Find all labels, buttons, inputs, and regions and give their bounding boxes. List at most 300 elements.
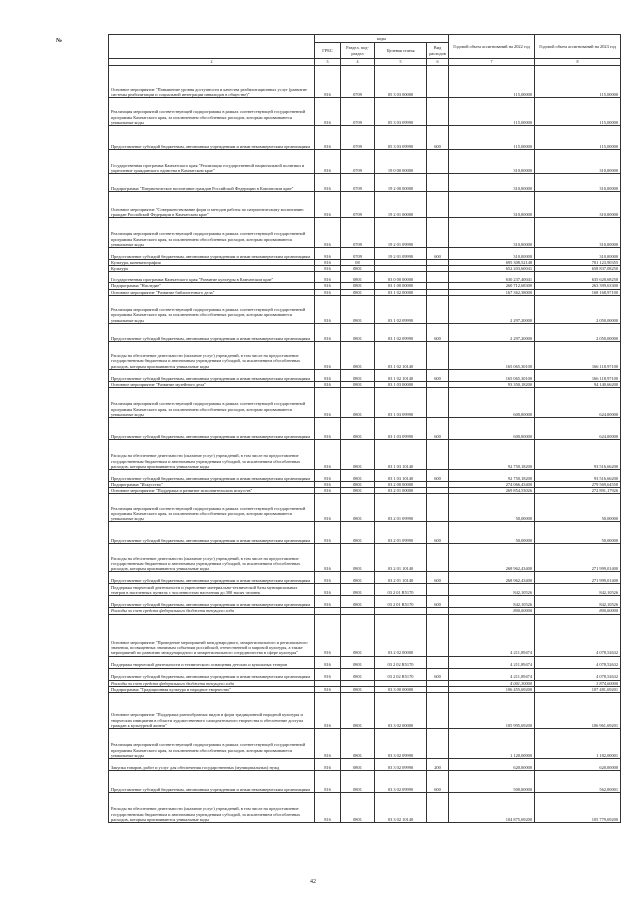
cell-expense-type — [427, 584, 449, 596]
cell-name: Основное мероприятие "Поддержка и развитие исполнительских искусств" — [109, 488, 315, 494]
cell-grbs: 816 — [315, 266, 341, 272]
cell-rzpr: 0801 — [341, 341, 375, 369]
cell-target-article: 03 1 02 10140 — [375, 341, 427, 369]
cell-amount-2023: 4 078,52632 — [535, 656, 621, 668]
cell-expense-type: 600 — [427, 522, 449, 544]
cell-grbs: 816 — [315, 693, 341, 729]
cell-expense-type — [427, 341, 449, 369]
table-row — [109, 150, 621, 174]
cell-amount-2022: 600,00000 — [449, 388, 535, 418]
cell-grbs: 816 — [315, 289, 341, 295]
cell-target-article: 03 3 02 09990 — [375, 771, 427, 793]
table-row — [109, 596, 621, 608]
cell-amount-2022: 652 203,60041 — [449, 266, 535, 272]
cell-amount-2023: 310,00000 — [535, 218, 621, 248]
cell-grbs: 816 — [315, 522, 341, 544]
cell-target-article: 03 2 01 R5170 — [375, 584, 427, 596]
table-row — [109, 470, 621, 482]
cell-grbs: 816 — [315, 295, 341, 323]
cell-amount-2023: 624,00000 — [535, 388, 621, 418]
cell-amount-2023: 3 874,60000 — [535, 680, 621, 686]
cell-rzpr: 0801 — [341, 544, 375, 572]
cell-amount-2023: 635 620,68250 — [535, 272, 621, 283]
cell-name: Расходы за счет средств федерального бюджета текущего года — [109, 680, 315, 686]
cell-grbs: 816 — [315, 584, 341, 596]
colnum-8: 8 — [535, 59, 621, 66]
cell-name: Основное мероприятие "Развитие музейного дела" — [109, 381, 315, 387]
cell-amount-2022: 269 854,53026 — [449, 488, 535, 494]
cell-name: Основное мероприятие "Развитие библиотечного дела" — [109, 289, 315, 295]
cell-target-article: 03 3 02 10140 — [375, 793, 427, 823]
cell-expense-type — [427, 440, 449, 470]
cell-grbs: 816 — [315, 544, 341, 572]
table-row — [109, 793, 621, 823]
cell-rzpr: 0709 — [341, 218, 375, 248]
table-row — [109, 174, 621, 192]
cell-rzpr: 08 — [341, 260, 375, 266]
cell-amount-2022: 4 211,89474 — [449, 668, 535, 680]
cell-name: Основное мероприятие "Проведение мероприятий международного, межрегионального и регионального значения, посвященных значимым событиям российской, отечественной и мировой культуры, а также мероприятий по развитию международного и межрегионального сотрудничества в сфере культуры" — [109, 614, 315, 656]
cell-amount-2022: 115,00000 — [449, 66, 535, 98]
cell-amount-2023: 701 123,90355 — [535, 260, 621, 266]
cell-amount-2023: 310,00000 — [535, 248, 621, 260]
cell-amount-2022: 104 875,69200 — [449, 793, 535, 823]
cell-amount-2022: 50,00000 — [449, 494, 535, 522]
cell-target-article: 19 0 00 00000 — [375, 150, 427, 174]
cell-expense-type — [427, 150, 449, 174]
cell-grbs: 816 — [315, 729, 341, 759]
cell-name: Предоставление субсидий бюджетным, автономным учреждениям и иным некоммерческим организациям — [109, 418, 315, 440]
cell-grbs: 816 — [315, 494, 341, 522]
cell-grbs: 816 — [315, 260, 341, 266]
cell-amount-2022: 115,00000 — [449, 98, 535, 126]
page-number: 42 — [310, 879, 316, 885]
cell-target-article: 03 1 03 10140 — [375, 440, 427, 470]
cell-rzpr: 0801 — [341, 494, 375, 522]
cell-expense-type — [427, 192, 449, 218]
header-name: Наименование — [109, 35, 315, 59]
cell-name: Предоставление субсидий бюджетным, автономным учреждениям и иным некоммерческим организациям — [109, 771, 315, 793]
table-row — [109, 248, 621, 260]
cell-target-article: 03 3 02 00000 — [375, 693, 427, 729]
cell-rzpr: 0801 — [341, 488, 375, 494]
cell-rzpr: 0801 — [341, 793, 375, 823]
header-2023: Годовой объем ассигнований на 2023 год — [535, 35, 621, 59]
cell-target-article: 03 1 02 09990 — [375, 295, 427, 323]
cell-amount-2023: 168 168,97100 — [535, 289, 621, 295]
table-row — [109, 126, 621, 150]
cell-target-article: 03 2 01 10140 — [375, 572, 427, 584]
cell-expense-type — [427, 494, 449, 522]
cell-amount-2022: 310,00000 — [449, 218, 535, 248]
cell-amount-2022: 268 962,43400 — [449, 544, 535, 572]
cell-amount-2022: 93 350,18200 — [449, 381, 535, 387]
table-row — [109, 369, 621, 381]
cell-rzpr: 0709 — [341, 66, 375, 98]
cell-amount-2023: 272 891,17926 — [535, 488, 621, 494]
cell-target-article: 03 0 00 00000 — [375, 272, 427, 283]
cell-expense-type: 600 — [427, 596, 449, 608]
cell-amount-2023: 842,10526 — [535, 596, 621, 608]
cell-name: Культура — [109, 266, 315, 272]
colnum-6: 6 — [427, 59, 449, 66]
cell-amount-2023: 93 516,66200 — [535, 440, 621, 470]
cell-amount-2022: 260 712,68300 — [449, 283, 535, 289]
cell-rzpr: 0801 — [341, 596, 375, 608]
cell-amount-2023: 4 078,52632 — [535, 614, 621, 656]
cell-amount-2023: 263 399,63300 — [535, 283, 621, 289]
table-row — [109, 494, 621, 522]
cell-target-article: 03 2 02 00000 — [375, 614, 427, 656]
cell-amount-2023: 271 999,01400 — [535, 544, 621, 572]
cell-target-article: 05 3 03 00000 — [375, 66, 427, 98]
cell-target-article: 03 2 01 10140 — [375, 544, 427, 572]
cell-amount-2023: 310,00000 — [535, 174, 621, 192]
cell-grbs: 816 — [315, 388, 341, 418]
cell-target-article: 03 2 02 R5170 — [375, 668, 427, 680]
cell-grbs: 816 — [315, 656, 341, 668]
cell-amount-2023: 50,00000 — [535, 522, 621, 544]
cell-amount-2022: 4 211,89474 — [449, 614, 535, 656]
cell-amount-2022: 695 308,52148 — [449, 260, 535, 266]
cell-amount-2022: 842,10526 — [449, 596, 535, 608]
cell-grbs: 816 — [315, 381, 341, 387]
cell-amount-2022: 4 001,30000 — [449, 680, 535, 686]
cell-grbs: 816 — [315, 369, 341, 381]
cell-expense-type: 600 — [427, 248, 449, 260]
cell-rzpr: 0801 — [341, 584, 375, 596]
colnum-4: 4 — [341, 59, 375, 66]
cell-expense-type — [427, 272, 449, 283]
cell-grbs: 816 — [315, 192, 341, 218]
cell-grbs: 816 — [315, 248, 341, 260]
table-row — [109, 729, 621, 759]
cell-name: Предоставление субсидий бюджетным, автономным учреждениям и иным некоммерческим организациям — [109, 470, 315, 482]
cell-expense-type — [427, 295, 449, 323]
cell-grbs: 816 — [315, 150, 341, 174]
cell-amount-2023: 624,00000 — [535, 418, 621, 440]
cell-rzpr: 0801 — [341, 323, 375, 341]
cell-name: Основное мероприятие "Совершенствование форм и методов работы по патриотическому воспитанию граждан Российской Федерации в Камчатском крае" — [109, 192, 315, 218]
table-row — [109, 584, 621, 596]
cell-rzpr: 0801 — [341, 369, 375, 381]
cell-name: Основное мероприятие "Повышение уровня доступности и качества реабилитационных услуг (развитие системы реабилитации и социальной интеграции инвалидов в обществе)" — [109, 66, 315, 98]
cell-grbs: 816 — [315, 668, 341, 680]
cell-amount-2022: 310,00000 — [449, 150, 535, 174]
cell-amount-2023: 106 961,69201 — [535, 693, 621, 729]
cell-expense-type: 600 — [427, 418, 449, 440]
cell-grbs: 816 — [315, 174, 341, 192]
cell-name: Предоставление субсидий бюджетным, автономным учреждениям и иным некоммерческим организациям — [109, 248, 315, 260]
cell-grbs: 816 — [315, 470, 341, 482]
cell-amount-2023: 115,00000 — [535, 126, 621, 150]
cell-amount-2022: 4 211,89474 — [449, 656, 535, 668]
cell-name: Предоставление субсидий бюджетным, автономным учреждениям и иным некоммерческим организациям — [109, 126, 315, 150]
cell-name: Предоставление субсидий бюджетным, автономным учреждениям и иным некоммерческим организациям — [109, 522, 315, 544]
cell-rzpr: 0801 — [341, 295, 375, 323]
table-row — [109, 759, 621, 771]
cell-grbs: 816 — [315, 686, 341, 692]
cell-amount-2023: 4 078,52632 — [535, 668, 621, 680]
table-row — [109, 295, 621, 323]
cell-expense-type: 600 — [427, 323, 449, 341]
cell-target-article: 19 2 01 00000 — [375, 192, 427, 218]
cell-expense-type — [427, 388, 449, 418]
cell-target-article: 05 3 03 09990 — [375, 98, 427, 126]
cell-rzpr: 0801 — [341, 572, 375, 584]
table-row — [109, 522, 621, 544]
cell-rzpr: 0709 — [341, 150, 375, 174]
cell-name: Расходы на обеспечение деятельности (оказание услуг) учреждений, в том числе на предоставление государственным бюджетным и автономным учреждениям субсидий, за исключением обособленных расходов, которым присваиваются уникальные коды — [109, 440, 315, 470]
cell-target-article: 19 2 00 00000 — [375, 174, 427, 192]
cell-amount-2022: 92 750,18200 — [449, 440, 535, 470]
cell-name: Поддержка творческой деятельности и технического оснащения детских и кукольных театров — [109, 656, 315, 668]
colnum-3: 3 — [315, 59, 341, 66]
cell-name: Реализация мероприятий соответствующей подпрограммы в рамках соответствующей государственной программы Камчатского края, за исключением обособленных расходов, которым присваиваются уникальные коды — [109, 98, 315, 126]
cell-grbs: 816 — [315, 793, 341, 823]
cell-target-article: 03 3 00 00000 — [375, 686, 427, 692]
cell-grbs: 816 — [315, 759, 341, 771]
cell-rzpr: 0801 — [341, 470, 375, 482]
cell-amount-2023: 115,00000 — [535, 66, 621, 98]
cell-amount-2023: 105 779,69200 — [535, 793, 621, 823]
cell-amount-2023: 562,00001 — [535, 771, 621, 793]
header-vr: Вид расходов — [427, 43, 449, 59]
cell-rzpr: 0801 — [341, 668, 375, 680]
cell-rzpr: 0801 — [341, 771, 375, 793]
cell-name: Расходы на обеспечение деятельности (оказание услуг) учреждений, в том числе на предоставление государственным бюджетным и автономным учреждениям субсидий, за исключением обособленных расходов, которым присваиваются уникальные коды — [109, 793, 315, 823]
cell-target-article: 19 2 01 09990 — [375, 248, 427, 260]
cell-rzpr: 0801 — [341, 289, 375, 295]
cell-grbs: 816 — [315, 98, 341, 126]
cell-grbs: 816 — [315, 126, 341, 150]
cell-amount-2022: 842,10526 — [449, 584, 535, 596]
cell-name: Подпрограмма "Искусство" — [109, 482, 315, 488]
table-row — [109, 323, 621, 341]
cell-rzpr: 0801 — [341, 266, 375, 272]
cell-amount-2022: 310,00000 — [449, 248, 535, 260]
cell-expense-type: 600 — [427, 771, 449, 793]
table-row — [109, 572, 621, 584]
cell-name: Расходы за счет средств федерального бюджета текущего года — [109, 608, 315, 614]
cell-expense-type — [427, 693, 449, 729]
cell-name: Государственная программа Камчатского края "Развитие культуры в Камчатском крае" — [109, 272, 315, 283]
cell-grbs: 816 — [315, 488, 341, 494]
cell-target-article: 03 1 02 00000 — [375, 289, 427, 295]
cell-amount-2022: 630 237,40041 — [449, 272, 535, 283]
cell-amount-2023: 50,00000 — [535, 494, 621, 522]
cell-name: Культура, кинематография — [109, 260, 315, 266]
cell-amount-2023: 115,00000 — [535, 98, 621, 126]
cell-name: Поддержка творческой деятельности и укрепление материально-технической базы муниципальных театров в населенных пунктах с численностью населения до 300 тысяч человек — [109, 584, 315, 596]
cell-amount-2023: 2 050,00000 — [535, 323, 621, 341]
cell-amount-2022: 500,00000 — [449, 771, 535, 793]
cell-rzpr: 0801 — [341, 693, 375, 729]
cell-amount-2022: 1 120,00000 — [449, 729, 535, 759]
cell-rzpr: 0709 — [341, 174, 375, 192]
cell-amount-2022: 50,00000 — [449, 522, 535, 544]
cell-name: Государственная программа Камчатского края "Реализация государственной национальной политики и укрепление гражданского единства в Камчатском крае" — [109, 150, 315, 174]
cell-name: Расходы на обеспечение деятельности (оказание услуг) учреждений, в том числе на предоставление государственным бюджетным и автономным учреждениям субсидий, за исключением обособленных расходов, которым присваиваются уникальные коды — [109, 544, 315, 572]
cell-amount-2022: 167 362,38000 — [449, 289, 535, 295]
cell-name: Реализация мероприятий соответствующей подпрограммы в рамках соответствующей государственной программы Камчатского края, за исключением обособленных расходов, которым присваиваются уникальные коды — [109, 218, 315, 248]
cell-amount-2022: 274 066,43400 — [449, 482, 535, 488]
cell-name: Основное мероприятие "Поддержка разнообразных видов и форм традиционной народной культуры и творческих инициатив в области художественного самодеятельного творчества и обеспечение доступа граждан к культурной жизни" — [109, 693, 315, 729]
table-row — [109, 544, 621, 572]
cell-amount-2023: 94 140,66200 — [535, 381, 621, 387]
cell-name: Предоставление субсидий бюджетным, автономным учреждениям и иным некоммерческим организациям — [109, 572, 315, 584]
header-2022: Годовой объем ассигнований на 2022 год — [449, 35, 535, 59]
cell-amount-2022: 620,00000 — [449, 759, 535, 771]
header-codes: коды — [315, 35, 449, 43]
cell-amount-2023: 800,00000 — [535, 608, 621, 614]
cell-rzpr: 0801 — [341, 440, 375, 470]
cell-name: Подпрограмма "Патриотическое воспитание граждан Российской Федерации в Камчатском крае" — [109, 174, 315, 192]
cell-amount-2022: 600,00000 — [449, 418, 535, 440]
cell-expense-type: 600 — [427, 572, 449, 584]
cell-amount-2022: 310,00000 — [449, 192, 535, 218]
cell-rzpr: 0801 — [341, 686, 375, 692]
cell-rzpr: 0801 — [341, 381, 375, 387]
cell-expense-type — [427, 793, 449, 823]
cell-name: Реализация мероприятий соответствующей подпрограммы в рамках соответствующей государственной программы Камчатского края, за исключением обособленных расходов, которым присваиваются уникальные коды — [109, 295, 315, 323]
table-row — [109, 668, 621, 680]
cell-target-article: 19 2 01 09990 — [375, 218, 427, 248]
cell-target-article: 03 2 01 00000 — [375, 488, 427, 494]
cell-target-article: 03 2 02 R5170 — [375, 656, 427, 668]
number-column-label: № — [56, 38, 63, 44]
table-row — [109, 98, 621, 126]
table-row — [109, 656, 621, 668]
cell-rzpr: 0709 — [341, 126, 375, 150]
cell-grbs: 816 — [315, 323, 341, 341]
cell-grbs: 816 — [315, 572, 341, 584]
cell-rzpr: 0801 — [341, 656, 375, 668]
cell-amount-2023: 658 837,08250 — [535, 266, 621, 272]
cell-amount-2022: 2 297,20000 — [449, 323, 535, 341]
table-header — [109, 35, 621, 66]
cell-grbs: 816 — [315, 771, 341, 793]
cell-rzpr: 0709 — [341, 192, 375, 218]
cell-expense-type: 200 — [427, 759, 449, 771]
colnum-7: 7 — [449, 59, 535, 66]
cell-expense-type — [427, 614, 449, 656]
cell-target-article: 03 1 02 10140 — [375, 369, 427, 381]
cell-amount-2023: 271 999,01400 — [535, 572, 621, 584]
cell-grbs: 816 — [315, 482, 341, 488]
cell-amount-2023: 279 569,64558 — [535, 482, 621, 488]
cell-grbs: 816 — [315, 440, 341, 470]
cell-rzpr: 0801 — [341, 418, 375, 440]
cell-amount-2023: 620,00000 — [535, 759, 621, 771]
cell-amount-2023: 310,00000 — [535, 150, 621, 174]
cell-name: Реализация мероприятий соответствующей подпрограммы в рамках соответствующей государственной программы Камчатского края, за исключением обособленных расходов, которым присваиваются уникальные коды — [109, 494, 315, 522]
table-row — [109, 771, 621, 793]
cell-target-article: 03 1 02 09990 — [375, 323, 427, 341]
cell-target-article: 05 3 03 09990 — [375, 126, 427, 150]
cell-rzpr: 0709 — [341, 98, 375, 126]
cell-expense-type — [427, 98, 449, 126]
cell-amount-2022: 92 750,18200 — [449, 470, 535, 482]
table-row — [109, 693, 621, 729]
cell-amount-2023: 310,00000 — [535, 192, 621, 218]
header-grbs: ГРБС — [315, 43, 341, 59]
cell-grbs: 816 — [315, 341, 341, 369]
cell-grbs: 816 — [315, 614, 341, 656]
cell-grbs: 816 — [315, 218, 341, 248]
cell-target-article: 03 2 01 R5170 — [375, 596, 427, 608]
cell-rzpr: 0801 — [341, 482, 375, 488]
cell-name: Предоставление субсидий бюджетным, автономным учреждениям и иным некоммерческим организациям — [109, 369, 315, 381]
table-row — [109, 218, 621, 248]
cell-name: Предоставление субсидий бюджетным, автономным учреждениям и иным некоммерческим организациям — [109, 668, 315, 680]
cell-expense-type — [427, 174, 449, 192]
cell-rzpr: 0801 — [341, 272, 375, 283]
cell-target-article: 03 1 00 00000 — [375, 283, 427, 289]
cell-target-article: 03 1 03 10140 — [375, 470, 427, 482]
cell-rzpr: 0801 — [341, 614, 375, 656]
cell-amount-2022: 2 297,20000 — [449, 295, 535, 323]
cell-amount-2023: 93 516,66200 — [535, 470, 621, 482]
cell-name: Реализация мероприятий соответствующей подпрограммы в рамках соответствующей государственной программы Камчатского края, за исключением обособленных расходов, которым присваиваются уникальные коды — [109, 729, 315, 759]
cell-amount-2023: 107 481,69201 — [535, 686, 621, 692]
cell-grbs: 816 — [315, 596, 341, 608]
table-row — [109, 440, 621, 470]
table-row — [109, 341, 621, 369]
cell-amount-2022: 310,00000 — [449, 174, 535, 192]
cell-expense-type — [427, 544, 449, 572]
cell-rzpr: 0801 — [341, 522, 375, 544]
cell-name: Расходы на обеспечение деятельности (оказание услуг) учреждений, в том числе на предоставление государственным бюджетным и автономным учреждениям субсидий, за исключением обособленных расходов, которым присваиваются уникальные коды — [109, 341, 315, 369]
cell-target-article: 03 1 03 00000 — [375, 381, 427, 387]
table-row — [109, 272, 621, 283]
header-cs: Целевая статья — [375, 43, 427, 59]
cell-grbs: 816 — [315, 418, 341, 440]
cell-expense-type — [427, 66, 449, 98]
cell-amount-2022: 115,00000 — [449, 126, 535, 150]
cell-rzpr: 0801 — [341, 729, 375, 759]
cell-amount-2022: 165 065,30100 — [449, 341, 535, 369]
column-numbers-row — [109, 59, 621, 66]
cell-name: Предоставление субсидий бюджетным, автономным учреждениям и иным некоммерческим организациям — [109, 323, 315, 341]
cell-expense-type: 600 — [427, 470, 449, 482]
cell-target-article: 03 3 02 09990 — [375, 759, 427, 771]
cell-expense-type: 600 — [427, 668, 449, 680]
colnum-5: 5 — [375, 59, 427, 66]
cell-amount-2022: 106 455,69200 — [449, 686, 535, 692]
cell-amount-2023: 842,10526 — [535, 584, 621, 596]
cell-rzpr: 0801 — [341, 283, 375, 289]
table-row — [109, 66, 621, 98]
budget-table — [108, 34, 621, 823]
cell-name: Подпрограмма "Традиционная культура и народное творчество" — [109, 686, 315, 692]
cell-amount-2023: 1 182,00001 — [535, 729, 621, 759]
cell-target-article: 03 1 03 09990 — [375, 388, 427, 418]
cell-name: Предоставление субсидий бюджетным, автономным учреждениям и иным некоммерческим организациям — [109, 596, 315, 608]
cell-rzpr: 0801 — [341, 759, 375, 771]
cell-target-article: 03 2 00 00000 — [375, 482, 427, 488]
cell-expense-type — [427, 218, 449, 248]
cell-name: Подпрограмма "Наследие" — [109, 283, 315, 289]
table-body — [109, 66, 621, 823]
header-rzpr: Раздел, под-раздел — [341, 43, 375, 59]
cell-expense-type — [427, 656, 449, 668]
cell-rzpr: 0801 — [341, 388, 375, 418]
cell-amount-2023: 166 118,97100 — [535, 369, 621, 381]
cell-grbs: 816 — [315, 66, 341, 98]
cell-target-article: 03 1 03 09990 — [375, 418, 427, 440]
cell-expense-type: 600 — [427, 369, 449, 381]
